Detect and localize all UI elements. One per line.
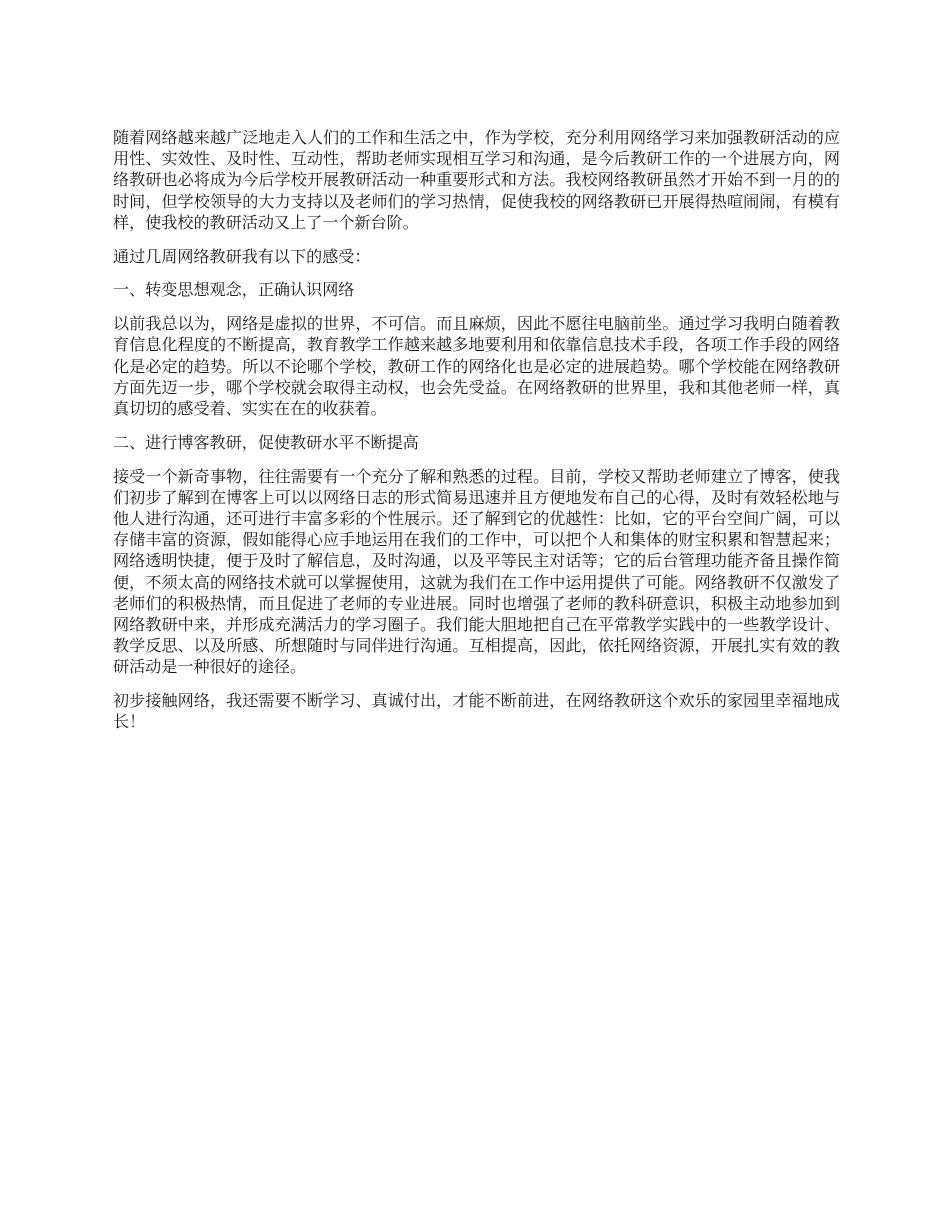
section-1-paragraph: 以前我总以为，网络是虚拟的世界，不可信。而且麻烦，因此不愿往电脑前坐。通过学习我明白随着教育信息化程度的不断提高，教育教学工作越来越多地要利用和依靠信息技术手段，各项工作手段的网络化是必定的趋势。所以不论哪个学校，教研工作的网络化也是必定的进展趋势。哪个学校能在网络教研方面先迈一步，哪个学校就会取得主动权，也会先受益。在网络教研的世界里，我和其他老师一样，真真切切的感受着、实实在在的收获着。 — [113, 314, 840, 419]
lead-in-line: 通过几周网络教研我有以下的感受： — [113, 246, 371, 266]
section-heading-1: 一、转变思想观念，正确认识网络 — [113, 280, 355, 300]
section-heading-2: 二、进行博客教研，促使教研水平不断提高 — [113, 432, 419, 452]
section-2-paragraph: 接受一个新奇事物，往往需要有一个充分了解和熟悉的过程。目前，学校又帮助老师建立了博客，使我们初步了解到在博客上可以以网络日志的形式简易迅速并且方便地发布自己的心得，及时有效轻松地与他人进行沟通，还可进行丰富多彩的个性展示。还了解到它的优越性：比如，它的平台空间广阔，可以存储丰富的资源，假如能得心应手地运用在我们的工作中，可以把个人和集体的财宝积累和智慧起来；网络透明快捷，便于及时了解信息，及时沟通，以及平等民主对话等；它的后台管理功能齐备且操作简便，不须太高的网络技术就可以掌握使用，这就为我们在工作中运用提供了可能。网络教研不仅激发了老师们的积极热情，而且促进了老师的专业进展。同时也增强了老师的教科研意识，积极主动地参加到网络教研中来，并形成充满活力的学习圈子。我们能大胆地把自己在平常教学实践中的一些教学设计、教学反思、以及所感、所想随时与同伴进行沟通。互相提高，因此，依托网络资源，开展扎实有效的教研活动是一种很好的途径。 — [113, 466, 840, 677]
document-page — [113, 127, 840, 745]
closing-paragraph: 初步接触网络，我还需要不断学习、真诚付出，才能不断前进，在网络教研这个欢乐的家园里幸福地成长！ — [113, 691, 840, 732]
intro-paragraph: 随着网络越来越广泛地走入人们的工作和生活之中，作为学校，充分利用网络学习来加强教研活动的应用性、实效性、及时性、互动性，帮助老师实现相互学习和沟通，是今后教研工作的一个进展方向，网络教研也必将成为今后学校开展教研活动一种重要形式和方法。我校网络教研虽然才开始不到一月的的时间，但学校领导的大力支持以及老师们的学习热情，促使我校的网络教研已开展得热喧闹闹，有模有样，使我校的教研活动又上了一个新台阶。 — [113, 128, 840, 232]
